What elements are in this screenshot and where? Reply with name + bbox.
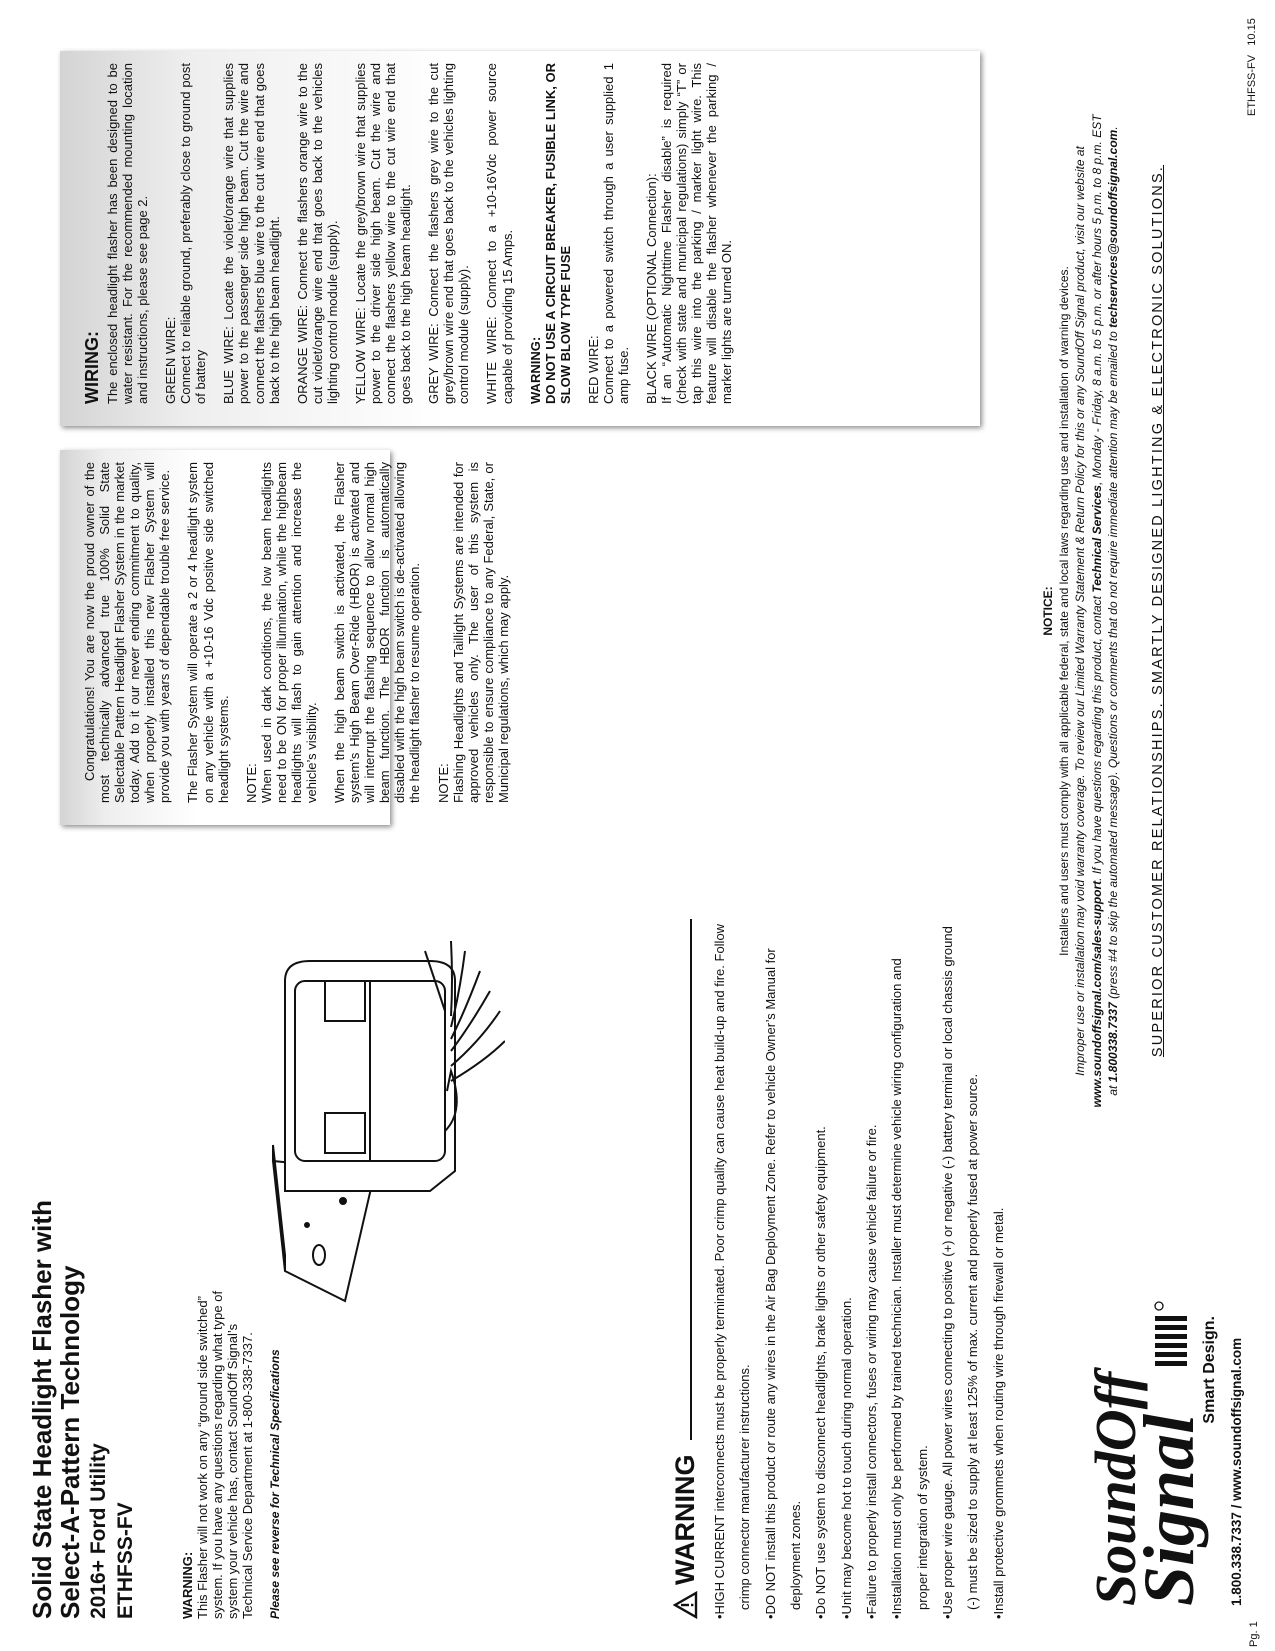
technical-services-label: Technical Services	[1089, 485, 1104, 593]
warning-item: • Install protective grommets when routing wire through firewall or metal.	[986, 919, 1011, 1619]
warning-item: • HIGH CURRENT interconnects must be properly terminated. Poor crimp quality can cause heat build-up and fire. Follow crimp connector manufacturer instructions.	[707, 919, 758, 1619]
blue-wire-text: BLUE WIRE: Locate the violet/orange wire that supplies power to the passenger side high beam. Cut the wire and connect the flashers blue wire to the cut wire end that goes back to the high beam headlight.	[221, 63, 282, 404]
note-label: NOTE:	[435, 763, 451, 803]
warning-section	[670, 919, 1011, 1619]
grey-wire-text: GREY WIRE: Connect the flashers grey wire to the cut grey/brown wire end that goes back to the vehicles lighting control module (supply).	[426, 63, 472, 404]
wiring-panel	[60, 51, 980, 426]
notice-line4	[1105, 26, 1121, 1196]
note-block-1	[244, 462, 319, 803]
notice-line3-text: . If you have questions regarding this product, contact	[1089, 592, 1104, 881]
flasher-module-illustration	[255, 931, 505, 1311]
sales-support-link[interactable]: www.soundoffsignal.com/sales-support	[1089, 880, 1104, 1108]
notice-heading: NOTICE:	[1041, 586, 1055, 636]
warning-heading: WARNING	[670, 1454, 700, 1585]
model-number: ETHFSS-FV	[113, 1502, 137, 1619]
notice-line2: Improper use or installation may void warranty coverage. To review our Limited Warranty Statement & Return Policy for this or any SoundOff Signal product, visit our website at	[1073, 146, 1088, 1076]
title-block	[28, 1199, 138, 1619]
notice-line1: Installers and users must comply with all applicable federal, state and local laws regarding use and installation of warning devices.	[1057, 266, 1072, 956]
warning-item: • Use proper wire gauge. All power wires connecting to positive (+) or negative (-) battery terminal or local chassis ground (-) must be sized to supply at least 125% of max. current and properly fused at power source.	[935, 919, 986, 1619]
notice-line4-text: (press #4 to skip the automated message). Questions or comments that do not require immediate attention may be emailed to	[1105, 327, 1120, 1003]
brand-slogan: Smart Design.	[1200, 1316, 1218, 1424]
notice-line4-end: .	[1105, 126, 1120, 130]
green-wire-text: Connect to reliable ground, preferably close to ground post of battery	[178, 63, 209, 404]
white-wire-text: WHITE WIRE: Connect to a +10-16Vdc power source capable of providing 15 Amps.	[484, 63, 515, 404]
logo-line1: SoundOff	[1083, 1371, 1148, 1606]
black-wire-label: BLACK WIRE (OPTIONAL Connection):	[644, 173, 660, 404]
warning-item: • Do NOT use system to disconnect headlights, brake lights or other safety equipment.	[808, 919, 833, 1619]
intro-warning-label: WARNING:	[180, 1551, 195, 1619]
brand-contact: 1.800.338.7337 / www.soundoffsignal.com	[1228, 1337, 1244, 1606]
reverse-note: Please see reverse for Technical Specifications	[268, 1349, 283, 1619]
warning-triangle-icon	[673, 1591, 698, 1619]
note-text: When used in dark conditions, the low beam headlights need to be ON for proper illumination, while the highbeam headlights will flash to gain attention and increase the vehicle’s visibility.	[258, 462, 320, 803]
orange-wire-text: ORANGE WIRE: Connect the flashers orange wire to the cut violet/orange wire end that goes back to the vehicles lighting control module (supply).	[294, 63, 340, 404]
intro-warning-text: This Flasher will not work on any “ground side switched” system. If you have any questions regarding what type of system your vehicle has, contact SoundOff Signal’s Technical Service Department at 1-800-338-7337.	[195, 1290, 256, 1619]
warning-rule	[690, 919, 692, 1441]
warning-item: • Installation must only be performed by trained technician. Installer must determine vehicle wiring configuration and proper integration of system.	[884, 919, 935, 1619]
intro-warning	[180, 1289, 283, 1619]
intro-paragraph: When the high beam switch is activated, the Flasher system’s High Beam Over-Ride (HBOR) is activated and will interrupt the flashing sequence to allow normal high beam function. The HBOR function is automatically disabled with the high beam switch is de-activated allowing the headlight flasher to resume operation.	[332, 462, 423, 803]
green-wire-label: GREEN WIRE:	[163, 316, 179, 404]
logo-stripes-icon	[1151, 1298, 1191, 1368]
page-number: Pg. 1	[1248, 1621, 1260, 1647]
red-wire-text: Connect to a powered switch through a user supplied 1 amp fuse.	[600, 63, 631, 404]
red-wire-label: RED WIRE:	[585, 335, 601, 404]
product-title-line1: Solid State Headlight Flasher with	[27, 1200, 57, 1619]
notice-line3	[1089, 26, 1105, 1196]
brand-block	[1083, 1246, 1244, 1606]
warning-item: • Failure to properly install connectors, fuses or wiring may cause vehicle failure or fire.	[859, 919, 884, 1619]
notice-line4-prefix: at	[1105, 1082, 1120, 1096]
intro-panel	[60, 450, 511, 825]
product-title-line2: Select-A-Pattern Technology	[55, 1265, 86, 1619]
notice-phone: 1.800338.7337	[1105, 1002, 1120, 1083]
wiring-intro: The enclosed headlight flasher has been designed to be water resistant. For the recommended mounting location and instructions, please see page 2.	[104, 63, 151, 404]
yellow-wire-text: YELLOW WIRE: Locate the grey/brown wire that supplies power to the driver side high beam. Cut the wire and connect the flashers yellow wire to the cut wire end that goes back to the high beam headlight.	[352, 63, 414, 404]
note-text: Flashing Headlights and Taillight Systems are intended for approved vehicles only. The user of this system is responsible to ensure compliance to any Federal, State, or Municipal regulations, which may apply.	[450, 462, 511, 803]
note-label: NOTE:	[243, 763, 259, 803]
techservices-email-link[interactable]: techservices@soundoffsignal.com	[1105, 129, 1120, 328]
logo-line2: Signal	[1128, 1413, 1209, 1606]
tagline: SUPERIOR CUSTOMER RELATIONSHIPS. SMARTLY DESIGNED LIGHTING & ELECTRONIC SOLUTIONS.	[1150, 164, 1166, 1058]
wiring-heading: WIRING:	[82, 331, 102, 404]
fuse-warning-text: DO NOT USE A CIRCUIT BREAKER, FUSIBLE LINK, OR SLOW BLOW TYPE FUSE	[542, 63, 573, 404]
warning-heading-row	[670, 919, 701, 1619]
fuse-warning-label: WARNING:	[527, 336, 543, 404]
note-block-2	[436, 462, 511, 803]
warning-list	[707, 919, 1011, 1619]
notice-line3-hours: , Monday - Friday, 8 a.m. to 5 p.m. or after hours 5 p.m. to 8 p.m. EST	[1089, 114, 1104, 486]
logo-text	[1083, 1371, 1209, 1606]
warning-item: • DO NOT install this product or route any wires in the Air Bag Deployment Zone. Refer to vehicle Owner’s Manual for deployment zones.	[758, 919, 809, 1619]
notice-block	[1040, 26, 1121, 1196]
warning-item: • Unit may become hot to touch during normal operation.	[834, 919, 859, 1619]
intro-paragraph: The Flasher System will operate a 2 or 4 headlight system on any vehicle with a +10-16 Vdc positive side switched headlight systems.	[185, 462, 231, 803]
vehicle-label: 2016+ Ford Utility	[87, 1443, 111, 1619]
black-wire-text: If an “Automatic Nighttime Flasher disable” is required (check with state and municipal regulations) simply “T” or tap this wire into the parking / marker light wire. This feature will disable the flasher whenever the parking / marker lights are turned ON.	[659, 63, 735, 404]
document-code: ETHFSS-FV 10.15	[1246, 18, 1258, 116]
intro-paragraph: Congratulations! You are now the proud owner of the most technically advanced true 100% Solid State Selectable Pattern Headlight Flasher System in the market today. Add to it our never ending commitment to quality, when properly installed this new Flasher System will provide you with years of dependable trouble free service.	[82, 462, 173, 803]
